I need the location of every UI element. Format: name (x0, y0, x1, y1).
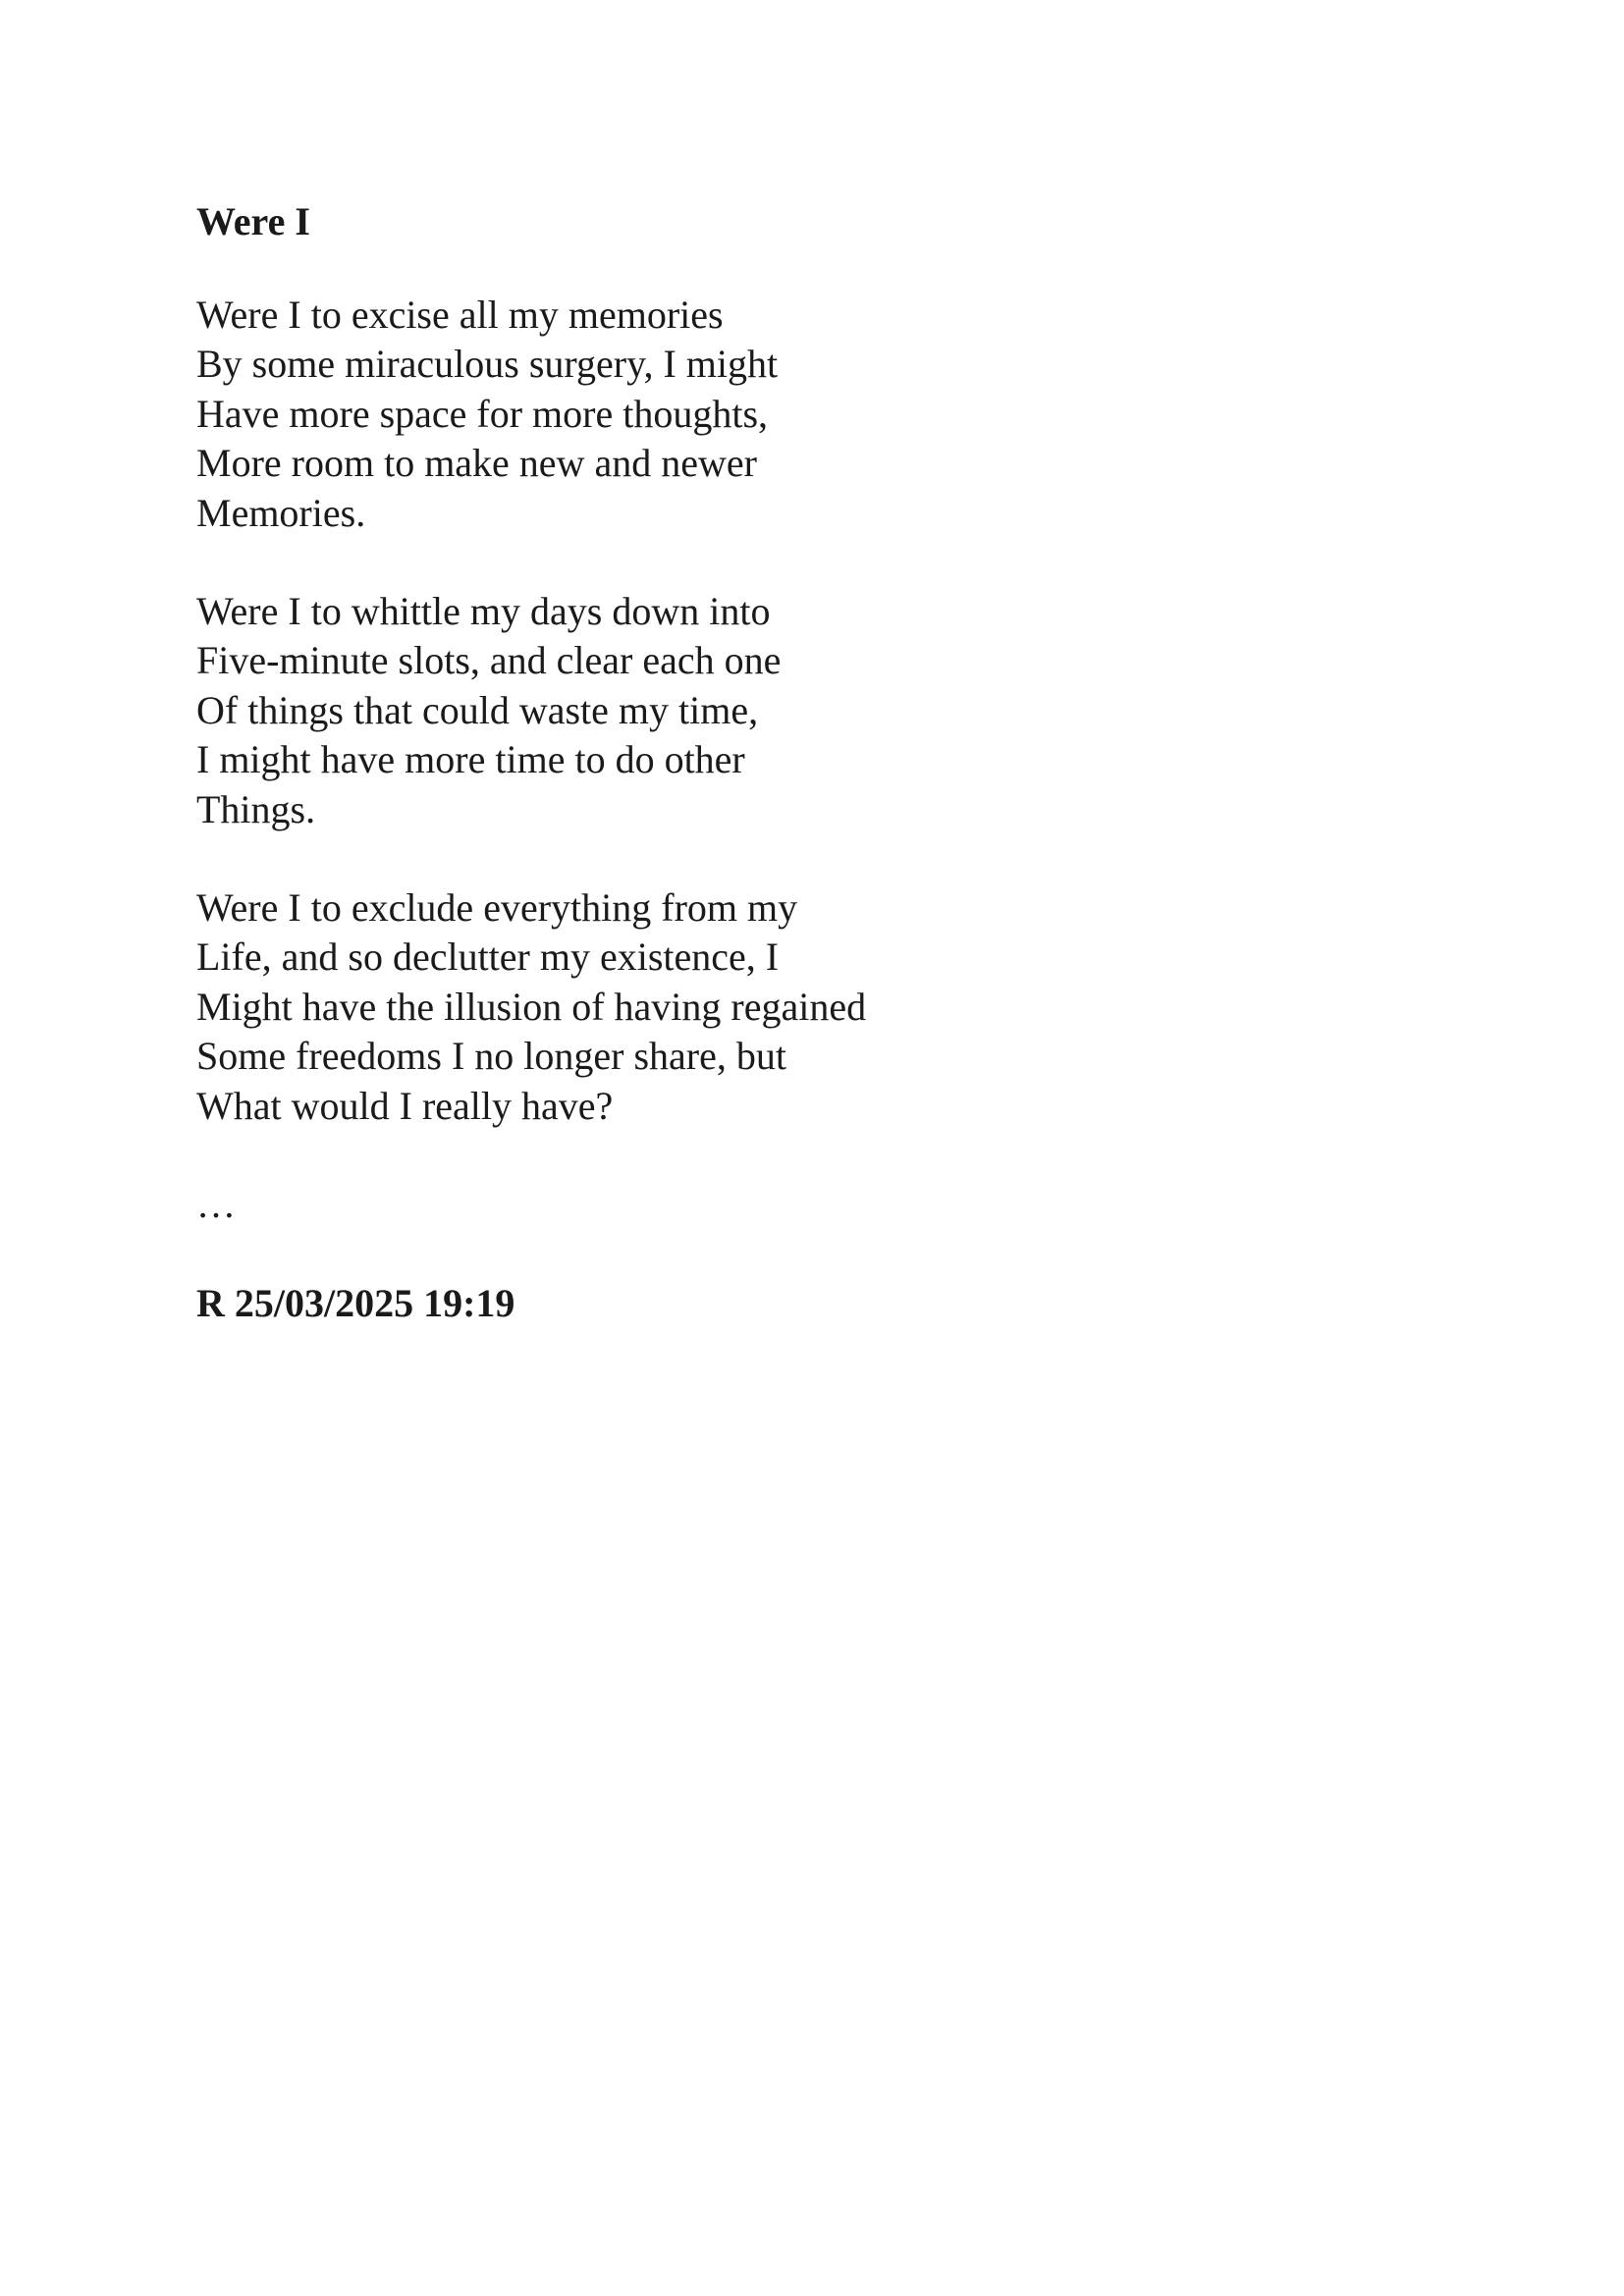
poem-line: Memories. (196, 490, 366, 535)
document-page (196, 192, 1434, 1333)
poem-line: Life, and so declutter my existence, I (196, 934, 780, 980)
poem-line: Might have the illusion of having regained (196, 984, 867, 1029)
ellipsis: … (196, 1182, 240, 1227)
poem-line: Five-minute slots, and clear each one (196, 638, 782, 683)
stanza-2 (196, 587, 1434, 834)
poem-line: Have more space for more thoughts, (196, 391, 769, 436)
poem-line: By some miraculous surgery, I might (196, 342, 779, 387)
poem-line: Some freedoms I no longer share, but (196, 1034, 786, 1079)
stanza-3 (196, 883, 1434, 1131)
poem-line: I might have more time to do other (196, 737, 745, 782)
poem-title: Were I (196, 199, 310, 243)
poem-line: Things. (196, 786, 316, 831)
poem-line: Of things that could waste my time, (196, 687, 759, 732)
poem-line: Were I to exclude everything from my (196, 885, 798, 931)
poem-line: Were I to whittle my days down into (196, 589, 771, 634)
poem-line: What would I really have? (196, 1083, 614, 1128)
poem-line: Were I to excise all my memories (196, 293, 724, 337)
stanza-1 (196, 291, 1434, 538)
signature-date: R 25/03/2025 19:19 (196, 1281, 515, 1326)
poem-line: More room to make new and newer (196, 441, 757, 486)
